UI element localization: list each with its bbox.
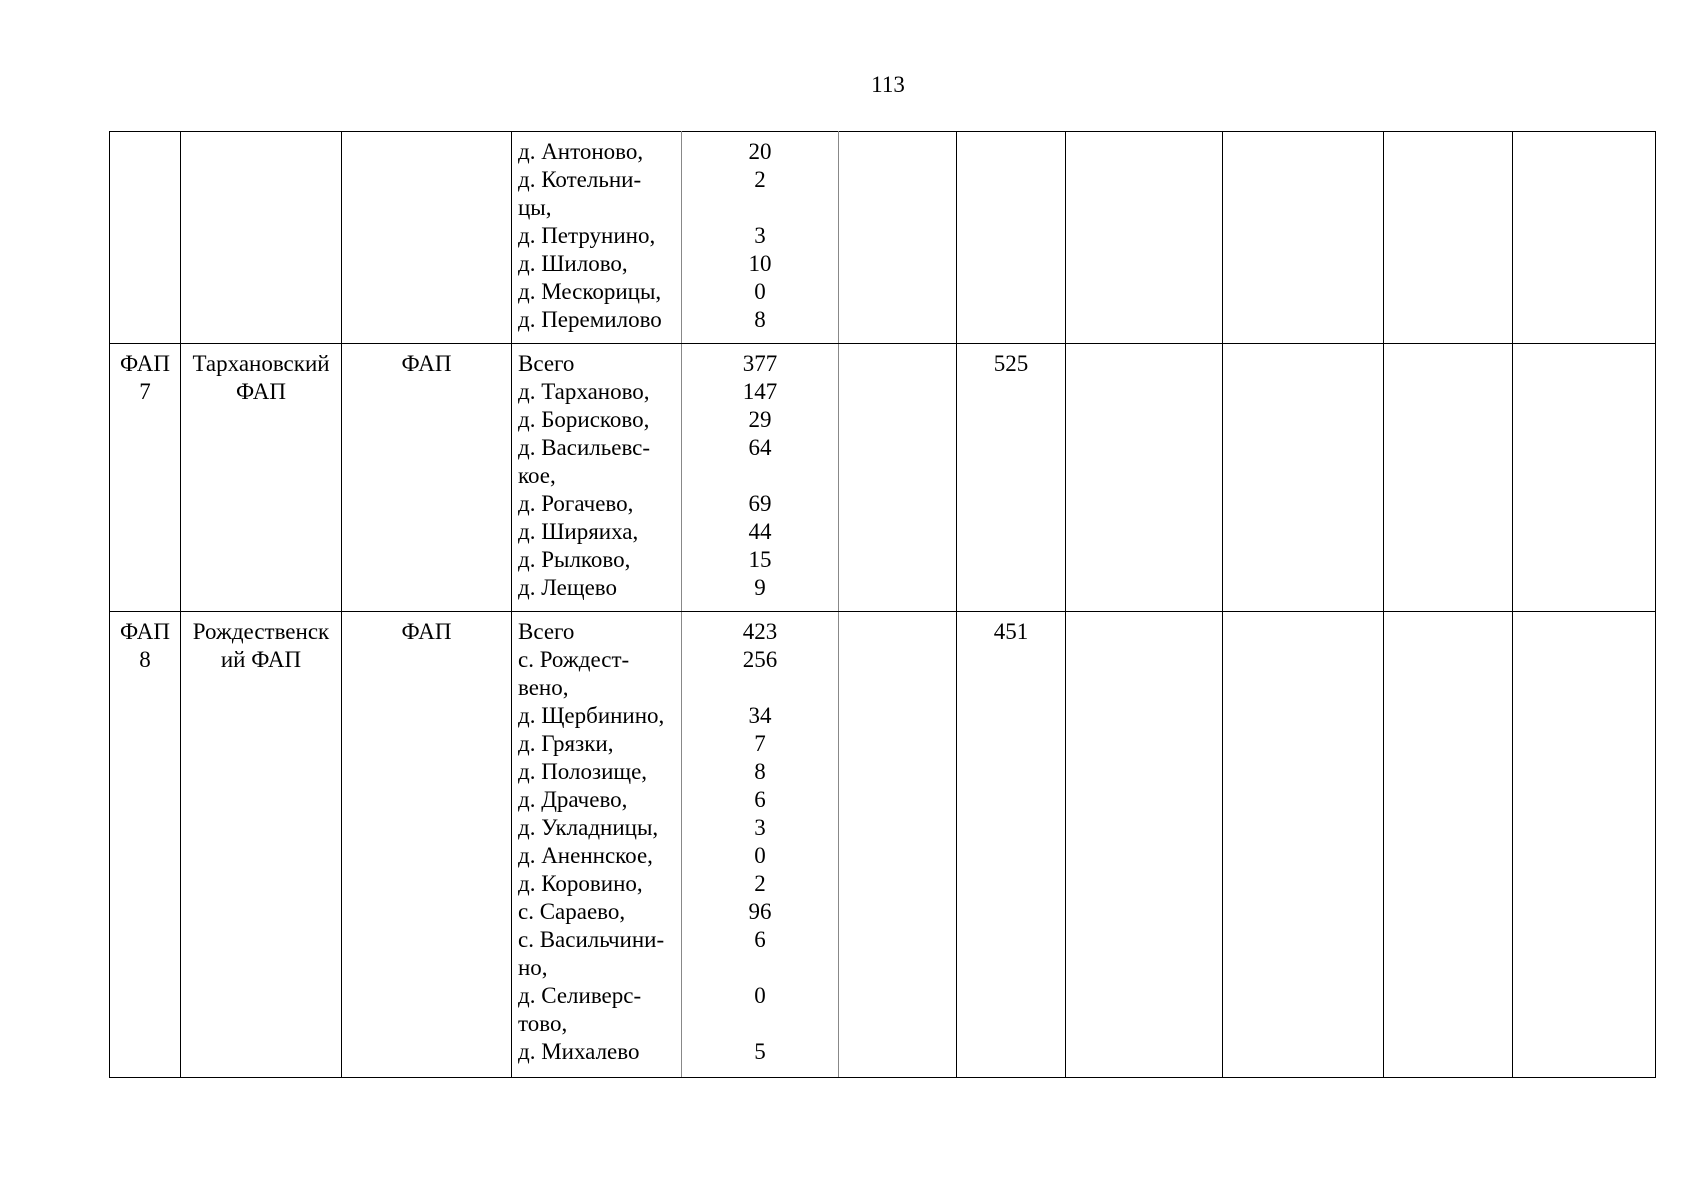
population-value: 44 [748, 519, 772, 544]
cell-col11 [1513, 344, 1656, 612]
population-value: 9 [754, 575, 766, 600]
settlement-list [512, 132, 682, 344]
population-value: 6 [754, 927, 766, 952]
settlement-name: д. Щербинино, [518, 703, 665, 728]
facility-name-line: Рождественск [192, 619, 330, 644]
population-value [688, 194, 832, 222]
settlement-name: д. Рогачево, [518, 491, 634, 516]
population-value: 2 [754, 871, 766, 896]
facility-type [342, 344, 512, 612]
population-value: 29 [748, 407, 772, 432]
settlement-name: тово, [518, 1011, 568, 1036]
cell-col10 [1384, 612, 1513, 1078]
facility-name-line: Тархановский [192, 351, 330, 376]
cell-col9 [1223, 132, 1384, 344]
population-value [688, 954, 832, 982]
facility-code-line: 7 [139, 379, 151, 404]
population-value: 8 [754, 759, 766, 784]
cell-col10 [1384, 132, 1513, 344]
population-value: 96 [748, 899, 772, 924]
facility-code-line: ФАП [120, 351, 170, 376]
cell-col6 [839, 612, 957, 1078]
population-value: 15 [748, 547, 772, 572]
facility-name [181, 344, 342, 612]
facility-name-line: ФАП [236, 379, 286, 404]
population-value: 0 [754, 843, 766, 868]
settlement-name: д. Борисково, [518, 407, 650, 432]
settlement-name: но, [518, 955, 548, 980]
cell-col8 [1066, 612, 1223, 1078]
settlement-name: д. Селиверс- [518, 983, 642, 1008]
cell-col6 [839, 132, 957, 344]
settlement-name: д. Аненнское, [518, 843, 653, 868]
population-value: 6 [754, 787, 766, 812]
population-value: 423 [742, 619, 778, 644]
cell-col11 [1513, 132, 1656, 344]
cell-col10 [1384, 344, 1513, 612]
settlement-name: д. Драчево, [518, 787, 628, 812]
settlement-name: с. Рождест- [518, 647, 630, 672]
settlement-list [512, 612, 682, 1078]
settlement-name: Всего [518, 351, 575, 376]
facility-code-line: 8 [139, 647, 151, 672]
cell-col8 [1066, 132, 1223, 344]
settlement-name: д. Рылково, [518, 547, 631, 572]
population-list [682, 344, 839, 612]
population-value: 69 [748, 491, 772, 516]
settlement-name: кое, [518, 463, 556, 488]
settlement-name: д. Ширяиха, [518, 519, 639, 544]
settlement-name: д. Котельни- [518, 167, 642, 192]
facility-name-line: ий ФАП [220, 647, 302, 672]
facility-code [110, 344, 181, 612]
population-value: 3 [754, 815, 766, 840]
population-value: 20 [748, 139, 772, 164]
cell-col8 [1066, 344, 1223, 612]
population-value: 10 [748, 251, 772, 276]
cell-col6 [839, 344, 957, 612]
settlement-name: д. Тарханово, [518, 379, 650, 404]
population-value: 0 [754, 279, 766, 304]
population-value: 3 [754, 223, 766, 248]
population-value [688, 674, 832, 702]
settlement-name: Всего [518, 619, 575, 644]
facility-code-line: ФАП [120, 619, 170, 644]
settlement-name: д. Полозище, [518, 759, 648, 784]
page-number: 113 [871, 72, 905, 97]
total-population [957, 132, 1066, 344]
settlement-name: д. Перемилово [518, 307, 662, 332]
population-value [688, 1010, 832, 1038]
population-value: 8 [754, 307, 766, 332]
facility-table [109, 131, 1656, 1078]
population-value: 34 [748, 703, 772, 728]
settlement-name: д. Укладницы, [518, 815, 659, 840]
facility-type [342, 612, 512, 1078]
settlement-name: д. Михалево [518, 1039, 640, 1064]
population-value [688, 462, 832, 490]
table-row [110, 344, 1656, 612]
population-value: 377 [742, 351, 778, 376]
settlement-name: цы, [518, 195, 552, 220]
settlement-name: д. Васильевс- [518, 435, 651, 460]
settlement-list [512, 344, 682, 612]
settlement-name: д. Лещево [518, 575, 617, 600]
population-value: 5 [754, 1039, 766, 1064]
settlement-name: д. Мескорицы, [518, 279, 662, 304]
facility-code [110, 132, 181, 344]
facility-name [181, 132, 342, 344]
population-value: 2 [754, 167, 766, 192]
table-row [110, 612, 1656, 1078]
total-population [957, 344, 1066, 612]
total-population-line: 525 [993, 351, 1029, 376]
population-value: 256 [742, 647, 778, 672]
facility-type-line: ФАП [401, 351, 452, 376]
facility-name [181, 612, 342, 1078]
total-population-line: 451 [993, 619, 1029, 644]
facility-code [110, 612, 181, 1078]
settlement-name: с. Васильчини- [518, 927, 665, 952]
settlement-name: д. Петрунино, [518, 223, 656, 248]
settlement-name: д. Шилово, [518, 251, 628, 276]
cell-col9 [1223, 612, 1384, 1078]
settlement-name: д. Грязки, [518, 731, 614, 756]
settlement-name: д. Антоново, [518, 139, 644, 164]
population-value: 7 [754, 731, 766, 756]
settlement-name: д. Коровино, [518, 871, 643, 896]
population-value: 147 [742, 379, 778, 404]
population-list [682, 132, 839, 344]
total-population [957, 612, 1066, 1078]
cell-col9 [1223, 344, 1384, 612]
population-value: 64 [748, 435, 772, 460]
facility-type-line: ФАП [401, 619, 452, 644]
settlement-name: вено, [518, 675, 569, 700]
facility-type [342, 132, 512, 344]
population-value: 0 [754, 983, 766, 1008]
table-row [110, 132, 1656, 344]
cell-col11 [1513, 612, 1656, 1078]
settlement-name: с. Сараево, [518, 899, 626, 924]
population-list [682, 612, 839, 1078]
